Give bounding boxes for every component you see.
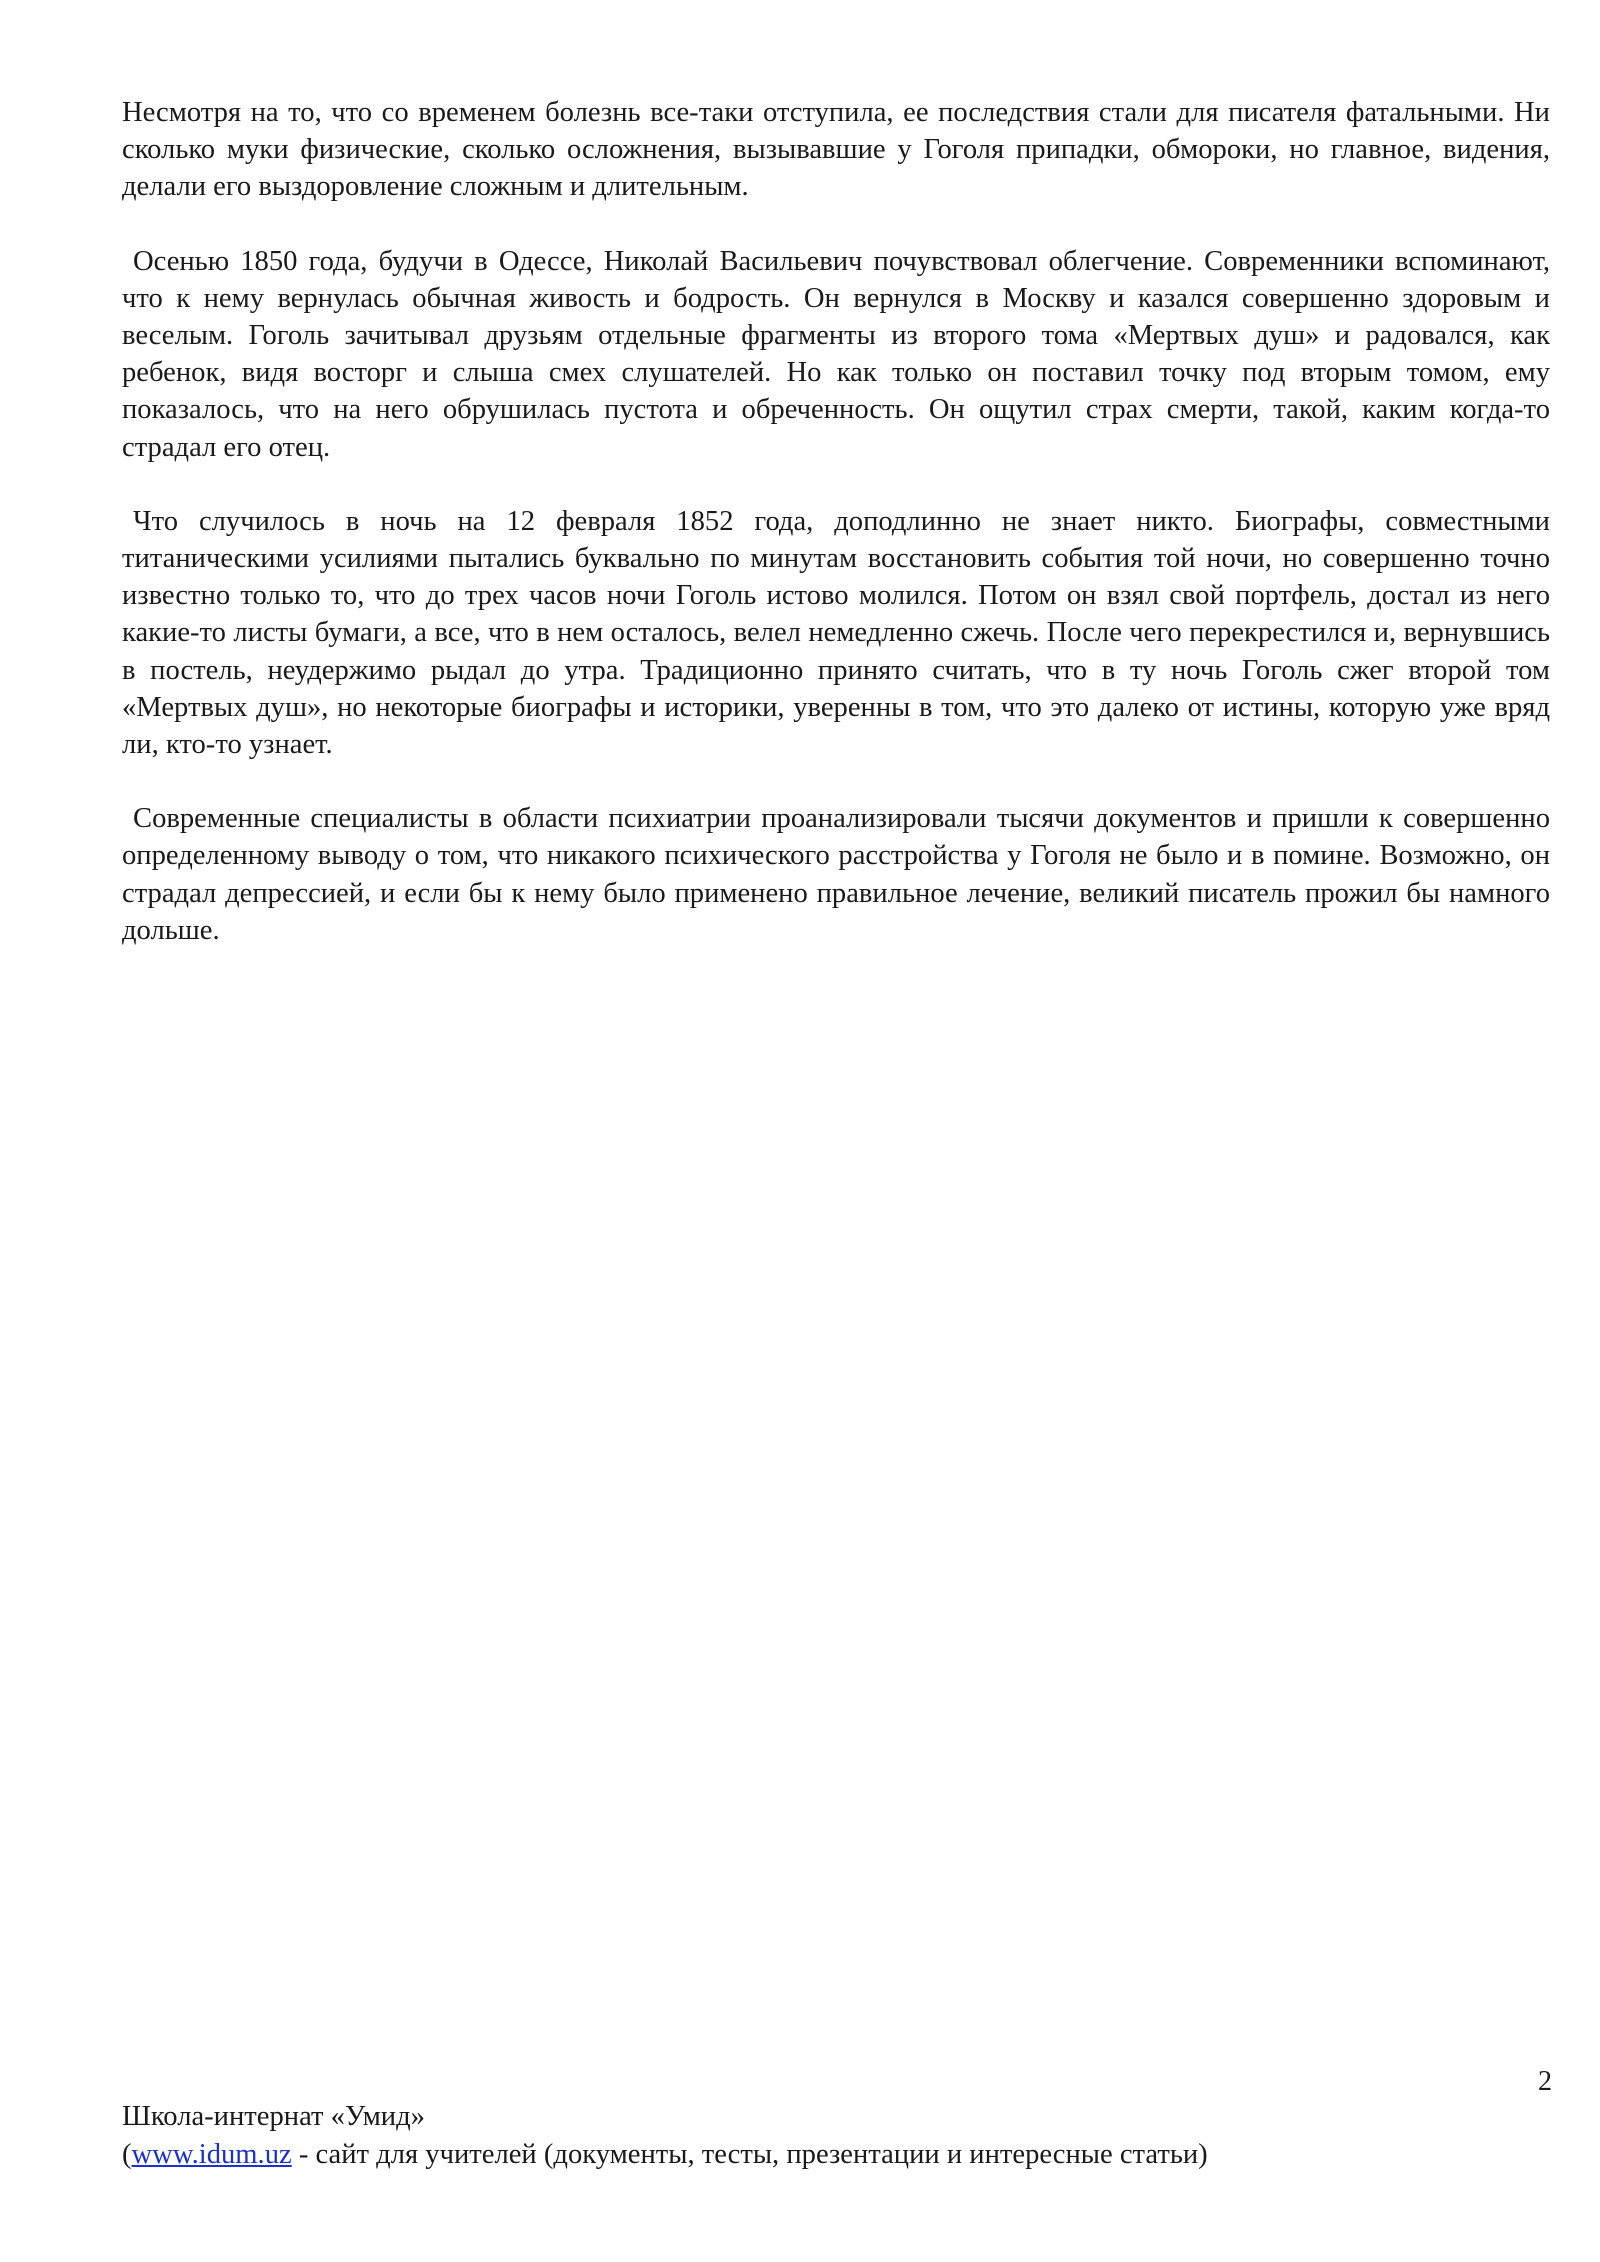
footer-open-paren: ( — [122, 2139, 132, 2170]
footer-school-name: Школа-интернат «Умид» — [122, 2101, 425, 2132]
paragraph-1: Несмотря на то, что со временем болезнь все-таки отступила, ее последствия стали для писателя фатальными. Ни сколько муки физические, сколько осложнения, вызывавшие у Гоголя припадки, обмороки, но главное, видения, делали его выздоровление сложным и длительным. — [122, 97, 1550, 203]
footer-site-description: - сайт для учителей (документы, тесты, презентации и интересные статьи) — [291, 2139, 1208, 2170]
paragraph-3: Что случилось в ночь на 12 февраля 1852 года, доподлинно не знает никто. Биографы, совместными титаническими усилиями пытались буквально по минутам восстановить события той ночи, но совершенно точно известно только то, что до трех часов ночи Гоголь истово молился. Потом он взял свой портфель, достал из него какие-то листы бумаги, а все, что в нем осталось, велел немедленно сжечь. После чего перекрестился и, вернувшись в постель, неудержимо рыдал до утра. Традиционно принято считать, что в ту ночь Гоголь сжег второй том «Мертвых душ», но некоторые биографы и историки, уверенны в том, что это далеко от истины, которую уже вряд ли, кто-то узнает. — [122, 505, 1550, 761]
paragraph-4: Современные специалисты в области психиатрии проанализировали тысячи документов и пришли к совершенно определенному выводу о том, что никакого психического расстройства у Гоголя не было и в помине. Возможно, он страдал депрессией, и если бы к нему было применено правильное лечение, великий писатель прожил бы намного дольше. — [122, 803, 1550, 946]
page-footer — [122, 2098, 1550, 2174]
footer-site-link[interactable]: www.idum.uz — [131, 2139, 292, 2170]
footer-site-line — [122, 2136, 1550, 2174]
page-number: 2 — [1538, 2066, 1552, 2097]
paragraph-2: Осенью 1850 года, будучи в Одессе, Николай Васильевич почувствовал облегчение. Современники вспоминают, что к нему вернулась обычная живость и бодрость. Он вернулся в Москву и казался совершенно здоровым и веселым. Гоголь зачитывал друзьям отдельные фрагменты из второго тома «Мертвых душ» и радовался, как ребенок, видя восторг и слыша смех слушателей. Но как только он поставил точку под вторым томом, ему показалось, что на него обрушилась пустота и обреченность. Он ощутил страх смерти, такой, каким когда-то страдал его отец. — [122, 245, 1550, 463]
document-body — [122, 94, 1550, 986]
